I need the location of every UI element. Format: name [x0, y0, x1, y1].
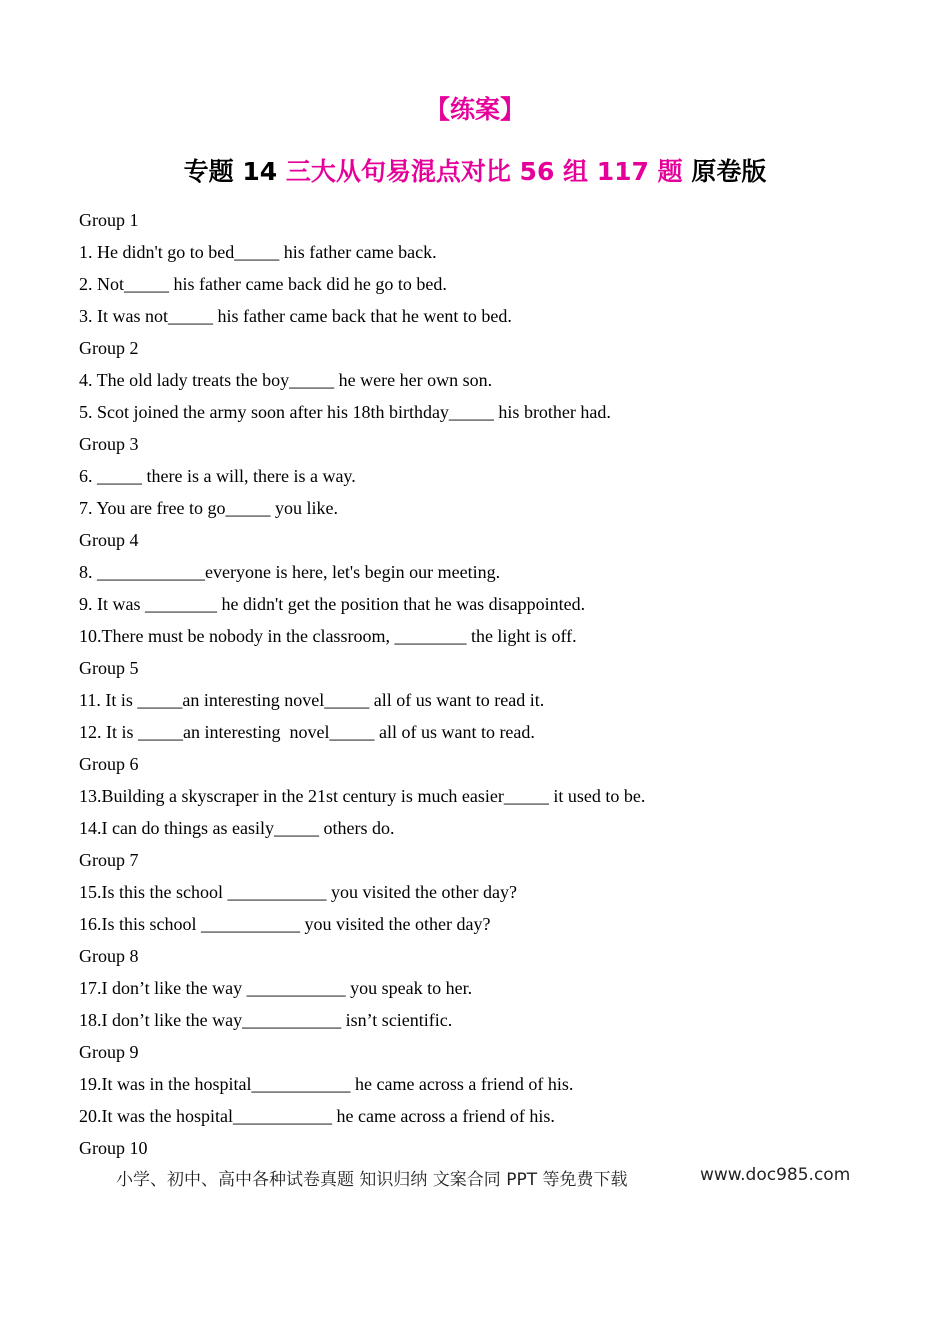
- group-heading: Group 9: [79, 1042, 139, 1062]
- footer-text: 小学、初中、高中各种试卷真题 知识归纳 文案合同 PPT 等免费下载: [116, 1170, 628, 1190]
- group-heading: Group 4: [79, 530, 139, 550]
- worksheet-label: 【练案】: [424, 95, 525, 124]
- page-title: [0, 152, 950, 188]
- group-heading: Group 6: [79, 754, 139, 774]
- question-line: 20.It was the hospital___________ he came across a friend of his.: [79, 1106, 555, 1126]
- group-heading: Group 1: [79, 210, 139, 230]
- group-heading: Group 10: [79, 1138, 148, 1158]
- question-line: 6. _____ there is a will, there is a way.: [79, 466, 356, 486]
- question-line: 17.I don’t like the way ___________ you speak to her.: [79, 978, 473, 998]
- question-line: 2. Not_____ his father came back did he go to bed.: [79, 274, 447, 294]
- question-line: 13.Building a skyscraper in the 21st century is much easier_____ it used to be.: [79, 786, 646, 806]
- group-heading: Group 5: [79, 658, 139, 678]
- question-line: 1. He didn't go to bed_____ his father came back.: [79, 242, 437, 262]
- title-suffix: 原卷版: [682, 157, 767, 186]
- title-prefix: 专题 14: [183, 157, 286, 186]
- title-highlight: 三大从句易混点对比 56 组 117 题: [285, 157, 683, 186]
- question-line: 11. It is _____an interesting novel_____ all of us want to read it.: [79, 690, 545, 710]
- question-line: 12. It is _____an interesting novel_____ all of us want to read.: [79, 722, 535, 742]
- group-heading: Group 3: [79, 434, 139, 454]
- question-line: 18.I don’t like the way___________ isn’t scientific.: [79, 1010, 453, 1030]
- question-line: 7. You are free to go_____ you like.: [79, 498, 338, 518]
- page-footer: [116, 1165, 876, 1190]
- question-line: 15.Is this the school ___________ you visited the other day?: [79, 882, 517, 902]
- question-line: 10.There must be nobody in the classroom, ________ the light is off.: [79, 626, 577, 646]
- question-line: 4. The old lady treats the boy_____ he were her own son.: [79, 370, 493, 390]
- group-heading: Group 8: [79, 946, 139, 966]
- question-line: 14.I can do things as easily_____ others do.: [79, 818, 395, 838]
- exercise-list: [79, 204, 899, 1164]
- question-line: 9. It was ________ he didn't get the position that he was disappointed.: [79, 594, 586, 614]
- group-heading: Group 7: [79, 850, 139, 870]
- question-line: 19.It was in the hospital___________ he came across a friend of his.: [79, 1074, 574, 1094]
- question-line: 3. It was not_____ his father came back that he went to bed.: [79, 306, 512, 326]
- question-line: 5. Scot joined the army soon after his 18th birthday_____ his brother had.: [79, 402, 611, 422]
- footer-site-link[interactable]: www.doc985.com: [700, 1165, 851, 1185]
- question-line: 8. ____________everyone is here, let's begin our meeting.: [79, 562, 501, 582]
- question-line: 16.Is this school ___________ you visited the other day?: [79, 914, 491, 934]
- group-heading: Group 2: [79, 338, 139, 358]
